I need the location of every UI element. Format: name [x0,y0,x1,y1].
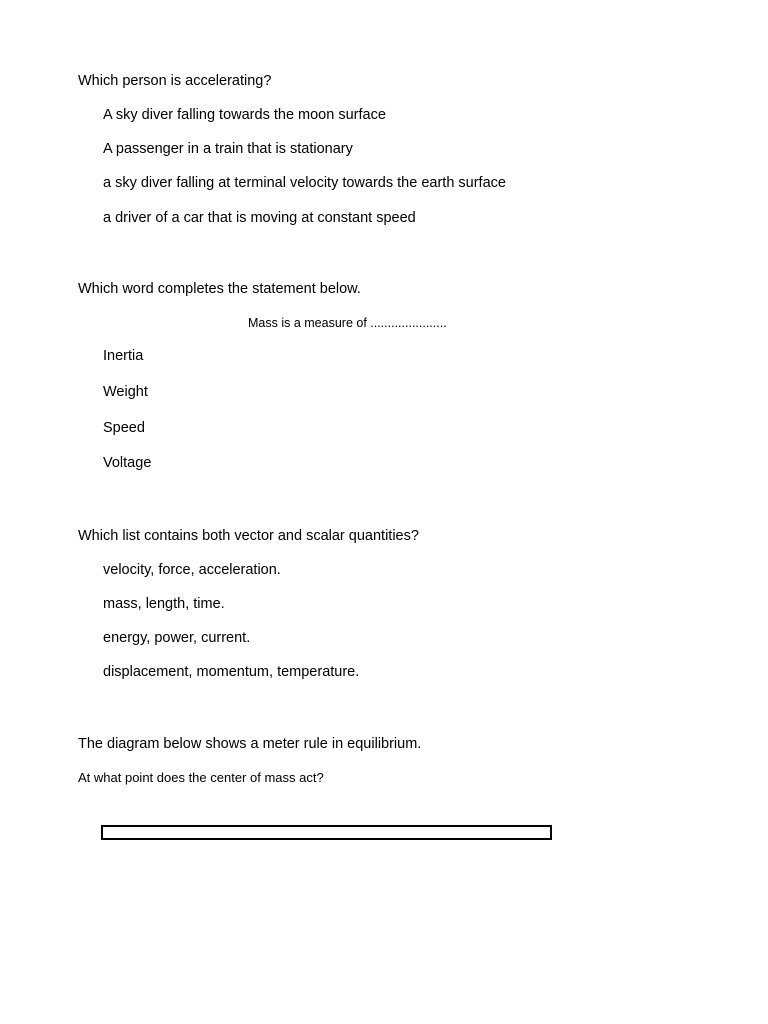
question-2-statement: Mass is a measure of ...................... [248,316,447,330]
question-2-text: Which word completes the statement below. [78,281,361,297]
question-1-text: Which person is accelerating? [78,73,272,89]
question-3-option-c: energy, power, current. [103,630,251,646]
question-2-option-d: Voltage [103,455,152,471]
question-1-option-a: A sky diver falling towards the moon surface [103,107,386,123]
question-2-option-b: Weight [103,384,148,400]
question-3-option-d: displacement, momentum, temperature. [103,664,360,680]
question-3-text: Which list contains both vector and scalar quantities? [78,528,419,544]
question-3-option-b: mass, length, time. [103,596,225,612]
question-1-option-d: a driver of a car that is moving at constant speed [103,210,416,226]
question-1-option-c: a sky diver falling at terminal velocity towards the earth surface [103,175,506,191]
meter-rule-diagram [101,825,552,840]
question-2-option-a: Inertia [103,348,144,364]
question-1-option-b: A passenger in a train that is stationary [103,141,353,157]
question-4-subtext: At what point does the center of mass act? [78,770,324,785]
question-3-option-a: velocity, force, acceleration. [103,562,281,578]
question-2-option-c: Speed [103,420,145,436]
question-4-text: The diagram below shows a meter rule in equilibrium. [78,736,422,752]
